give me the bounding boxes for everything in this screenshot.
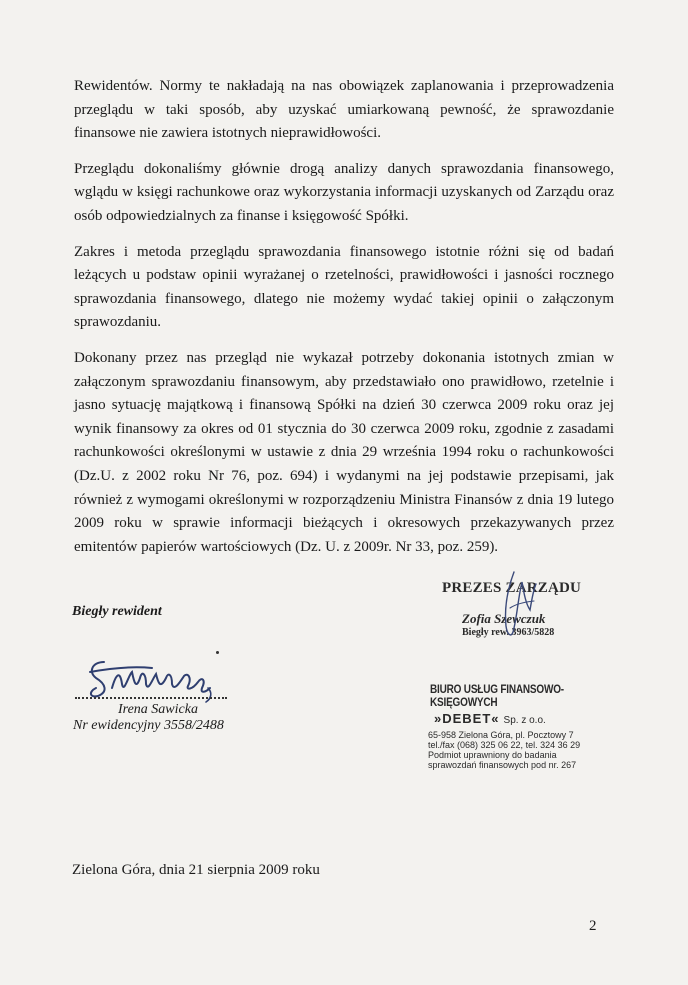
company-stamp-address: 65-958 Zielona Góra, pl. Pocztowy 7	[428, 730, 574, 740]
body-text	[74, 75, 614, 559]
company-stamp-authorization: Podmiot uprawniony do badania	[428, 750, 557, 760]
president-signature	[484, 568, 544, 640]
company-stamp	[430, 684, 610, 770]
page-number: 2	[589, 918, 597, 934]
president-stamp-name: Zofia Szewczuk	[462, 611, 546, 626]
company-stamp-phone: tel./fax (068) 325 06 22, tel. 324 36 29	[428, 740, 581, 750]
paragraph: Rewidentów. Normy te nakładają na nas obowiązek zaplanowania i przeprowadzenia przeglądu w taki sposób, aby uzyskać umiarkowaną pewność, że sprawozdanie finansowe nie zawiera istotnych nieprawidłowości.	[74, 78, 614, 142]
company-stamp-authorization: sprawozdań finansowych pod nr. 267	[428, 760, 577, 770]
auditor-registration: Nr ewidencyjny 3558/2488	[73, 718, 224, 733]
president-stamp-registration: Biegły rew. 3963/5828	[462, 627, 555, 638]
president-stamp-title: PREZES ZARZĄDU	[442, 580, 582, 596]
paragraph: Dokonany przez nas przegląd nie wykazał potrzeby dokonania istotnych zmian w załączonym sprawozdaniu finansowym, aby przedstawiało ono prawidłowo, rzetelnie i jasno sytuację majątkową i finansową Spółki na dzień 30 czerwca 2009 roku oraz jej wynik finansowy za okres od 01 stycznia do 30 czerwca 2009 roku, zgodnie z zasadami rachunkowości określonymi w ustawie z dnia 29 września 1994 roku o rachunkowości (Dz.U. z 2002 roku Nr 76, poz. 694) i wydanymi na jej podstawie przepisami, jak również z wymogami określonymi w rozporządzeniu Ministra Finansów z dnia 19 lutego 2009 roku w sprawie informacji bieżących i okresowych przekazywanych przez emitentów papierów wartościowych (Dz. U. z 2009r. Nr 33, poz. 259).	[74, 349, 614, 555]
company-stamp-name: »DEBET«	[434, 711, 500, 726]
paragraph: Przeglądu dokonaliśmy głównie drogą analizy danych sprawozdania finansowego, wglądu w księgi rachunkowe oraz wykorzystania informacji uzyskanych od Zarządu oraz osób odpowiedzialnych za finanse i księgowość Spółki.	[74, 160, 614, 224]
auditor-title: Biegły rewident	[72, 604, 162, 619]
signature-dotted-line	[75, 697, 227, 699]
company-stamp-heading: BIURO USŁUG FINANSOWO-KSIĘGOWYCH	[430, 684, 564, 710]
company-stamp-legal-form: Sp. z o.o.	[503, 715, 546, 726]
auditor-name: Irena Sawicka	[118, 702, 198, 717]
place-and-date: Zielona Góra, dnia 21 sierpnia 2009 roku	[72, 862, 320, 878]
paragraph: Zakres i metoda przeglądu sprawozdania finansowego istotnie różni się od badań leżących u podstaw opinii wyrażanej o rzetelności, prawidłowości i jasności rocznego sprawozdania finansowego, dlatego nie możemy wydać takiej opinii o załączonym sprawozdaniu.	[74, 243, 614, 331]
